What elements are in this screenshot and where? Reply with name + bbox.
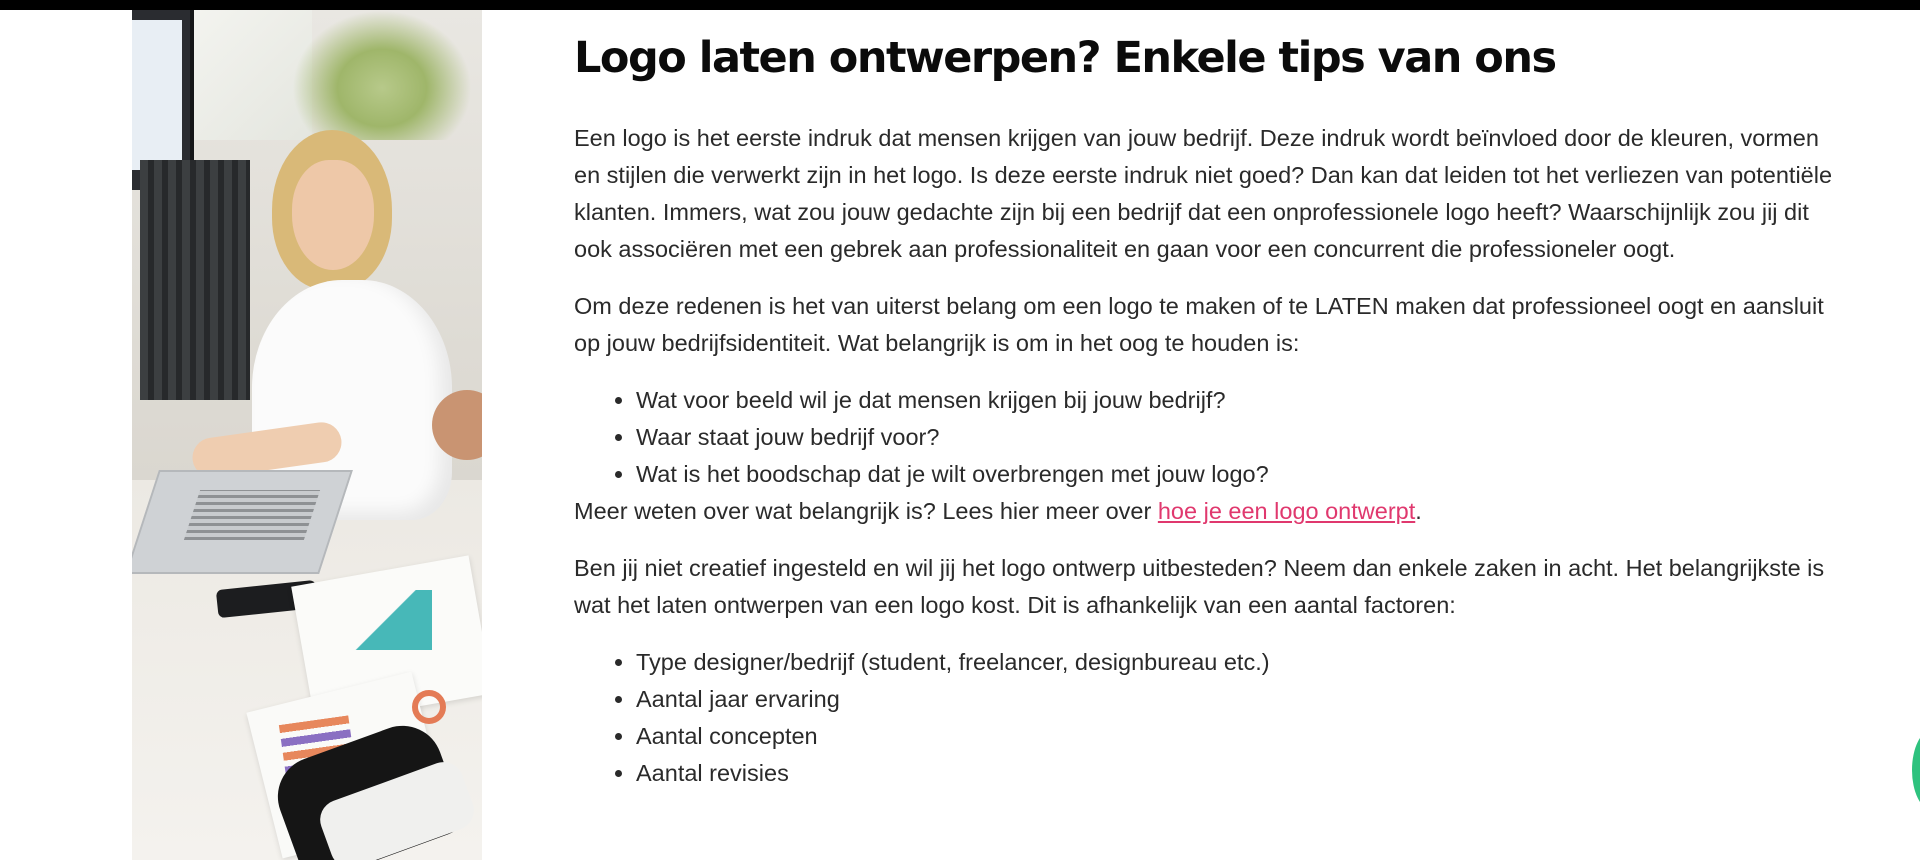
photo-monitor-screen <box>132 20 182 170</box>
list-item: • Wat is het boodschap dat je wilt overbrengen met jouw logo? <box>636 456 1834 493</box>
photo-radiator <box>140 160 250 400</box>
photo-woman-face <box>292 160 374 270</box>
top-bar <box>0 0 1920 10</box>
photo-laptop-keyboard <box>184 490 320 540</box>
list-item: • Aantal jaar ervaring <box>636 681 1834 718</box>
list-item: • Waar staat jouw bedrijf voor? <box>636 419 1834 456</box>
photo-teal-chart <box>352 590 432 650</box>
chat-widget-button[interactable] <box>1912 730 1920 810</box>
list-item: • Aantal concepten <box>636 718 1834 755</box>
list-item: • Type designer/bedrijf (student, freelancer, designbureau etc.) <box>636 644 1834 681</box>
list-item: • Aantal revisies <box>636 755 1834 792</box>
photo-donut-chart <box>412 690 446 724</box>
article-title: Logo laten ontwerpen? Enkele tips van ons <box>574 33 1556 83</box>
more-info-paragraph <box>574 493 1834 530</box>
outsourcing-paragraph: Ben jij niet creatief ingesteld en wil jij het logo ontwerp uitbesteden? Neem dan enkele zaken in acht. Het belangrijkste is wat het laten ontwerpen van een logo kost. Dit is afhankelijk van een aantal factoren: <box>574 555 1825 618</box>
list-item: • Wat voor beeld wil je dat mensen krijgen bij jouw bedrijf? <box>636 382 1834 419</box>
article-content <box>574 30 1834 792</box>
photo-plant <box>292 10 472 140</box>
more-info-suffix: . <box>1415 498 1422 524</box>
intro-paragraph: Een logo is het eerste indruk dat mensen krijgen van jouw bedrijf. Deze indruk wordt beïnvloed door de kleuren, vormen en stijlen die verwerkt zijn in het logo. Is deze eerste indruk niet goed? Dan kan dat leiden tot het verliezen van potentiële klanten. Immers, wat zou jouw gedachte zijn bij een bedrijf dat een onprofessionele logo heeft? Waarschijnlijk zou jij dit ook associëren met een gebrek aan professionaliteit en gaan voor een concurrent die professioneler oogt. <box>574 125 1833 262</box>
considerations-list <box>574 382 1834 493</box>
importance-paragraph: Om deze redenen is het van uiterst belang om een logo te maken of te LATEN maken dat professioneel oogt en aansluit op jouw bedrijfsidentiteit. Wat belangrijk is om in het oog te houden is: <box>574 293 1824 356</box>
logo-design-link[interactable]: hoe je een logo ontwerpt <box>1157 498 1416 524</box>
factors-list <box>574 644 1834 792</box>
article-photo <box>132 10 482 860</box>
more-info-text: Meer weten over wat belangrijk is? Lees hier meer over <box>574 498 1158 524</box>
